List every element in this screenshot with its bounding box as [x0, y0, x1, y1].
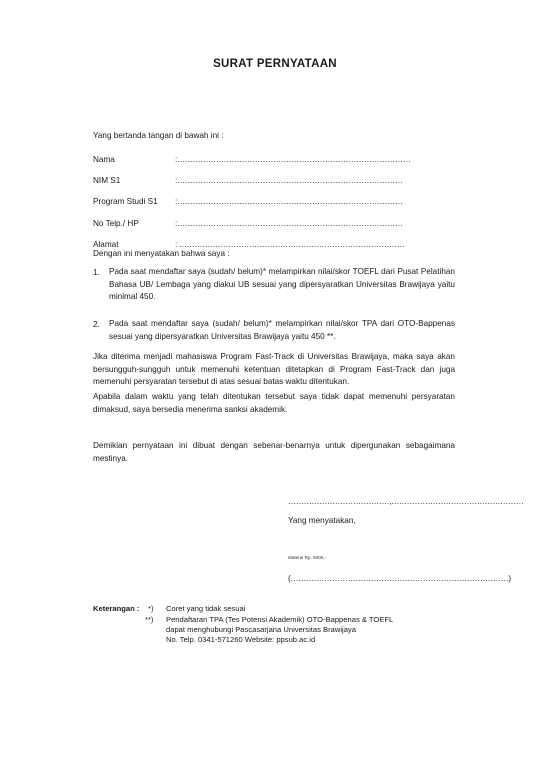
field-label-nama: Nama	[93, 155, 115, 164]
materai-label: Materai Rp. 6000,-	[288, 555, 327, 560]
signature-place-date: …………………………………,……………………………………………	[288, 497, 524, 506]
list-item-1: Pada saat mendaftar saya (sudah/ belum)* melampirkan nilai/skor TOEFL dari Pusat Pelatihan Bahasa UB/ Lembaga yang diakui UB sesuai yang dipersyaratkan Universitas Brawijaya yaitu minimal 450.	[109, 267, 455, 302]
field-value-program-studi: :……………………………………………………………………………	[175, 197, 403, 206]
paragraph-closing: Demikian pernyataan ini dibuat dengan sebenar-benarnya untuk dipergunakan sebagaimana mestinya.	[93, 441, 455, 463]
paragraph-sanction: Apabila dalam waktu yang telah ditentukan tersebut saya tidak dapat memenuhi persyaratan dimaksud, saya bersedia menerima sanksi akademik.	[93, 392, 455, 414]
field-value-nim: :……………………………………………………………………………	[175, 176, 403, 185]
document-title: SURAT PERNYATAAN	[213, 58, 337, 70]
list-number-2: 2.	[93, 320, 100, 329]
field-value-nama: :………………………………………………………………………………	[175, 155, 411, 164]
field-value-alamat: : ……………………………………………………………………………	[175, 240, 405, 249]
list-item-2: Pada saat mendaftar saya (sudah/ belum)* melampirkan nilai/skor TPA dari OTO-Bappenas sesuai yang dipersyaratkan Universitas Brawijaya yaitu 450 **.	[109, 319, 455, 341]
signature-label: Yang menyatakan,	[288, 516, 356, 525]
declaration-intro: Dengan ini menyatakan bahwa saya :	[93, 249, 230, 258]
intro-text: Yang bertanda tangan di bawah ini :	[93, 131, 224, 140]
note-text-2-line-3: No. Telp. 0341-571260 Website: ppsub.ac.id	[166, 635, 316, 644]
note-mark-2: **)	[145, 615, 154, 624]
field-label-telp: No Telp./ HP	[93, 219, 139, 228]
field-label-alamat: Alamat	[93, 240, 119, 249]
note-text-2-line-2: dapat menghubungi Pascasarjana Universitas Brawijaya	[166, 625, 356, 634]
note-mark-1: *)	[148, 604, 154, 613]
signature-name: (…………………………………………………………………………)	[288, 574, 511, 583]
field-label-program-studi: Program Studi S1	[93, 197, 158, 206]
notes-label: Keterangan :	[93, 604, 140, 613]
field-value-telp: :……………………………………………………………………………	[175, 219, 403, 228]
note-text-1: Coret yang tidak sesuai	[166, 604, 246, 613]
paragraph-commitment: Jika diterima menjadi mahasiswa Program Fast-Track di Universitas Brawijaya, maka saya akan bersungguh-sungguh untuk memenuhi ketentuan ditetapkan di Program Fast-Track dan juga memenuhi persyaratan tersebut di atas sesuai batas waktu ditentukan.	[93, 352, 455, 387]
list-number-1: 1.	[93, 268, 100, 277]
field-label-nim: NIM S1	[93, 176, 121, 185]
note-text-2-line-1: Pendaftaran TPA (Tes Potensi Akademik) OTO-Bappenas & TOEFL	[166, 615, 394, 624]
